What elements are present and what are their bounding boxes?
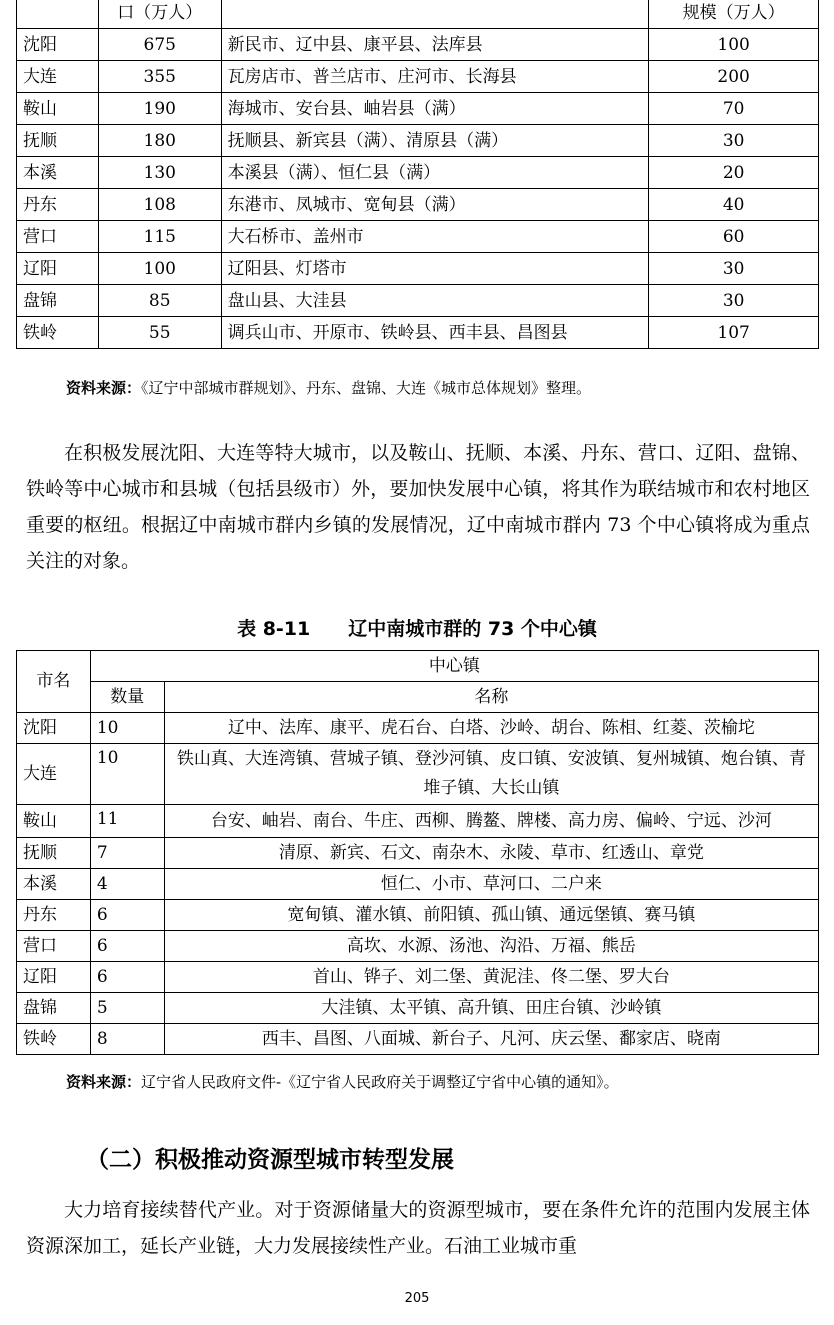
table-row: [17, 61, 819, 93]
table2-caption: 表 8-11 辽中南城市群的 73 个中心镇: [237, 618, 597, 640]
city-cell: [17, 0, 99, 29]
table-header-row: [17, 651, 819, 682]
city-cell: 鞍山: [17, 805, 91, 838]
table-row: [17, 317, 819, 349]
counties-cell: 本溪县（满）、恒仁县（满）: [221, 157, 649, 189]
counties-cell: 东港市、凤城市、宽甸县（满）: [221, 189, 649, 221]
population-cell: 55: [98, 317, 221, 349]
scale-cell: 规模（万人）: [649, 0, 819, 29]
city-cell: 盘锦: [17, 285, 99, 317]
count-cell: 11: [90, 805, 164, 838]
city-cell: 本溪: [17, 869, 91, 900]
town-names-cell: 辽中、法库、康平、虎石台、白塔、沙岭、胡台、陈相、红菱、茨榆坨: [164, 713, 818, 744]
counties-cell: 大石桥市、盖州市: [221, 221, 649, 253]
city-cell: 鞍山: [17, 93, 99, 125]
table-row: [17, 838, 819, 869]
population-cell: 115: [98, 221, 221, 253]
city-cell: 营口: [17, 221, 99, 253]
table-row: [17, 713, 819, 744]
table-row: [17, 189, 819, 221]
city-cell: 沈阳: [17, 713, 91, 744]
city-cell: 营口: [17, 931, 91, 962]
population-cell: 85: [98, 285, 221, 317]
table-header-row: [17, 0, 819, 29]
counties-cell: 辽阳县、灯塔市: [221, 253, 649, 285]
source-text: 《辽宁中部城市群规划》、丹东、盘锦、大连《城市总体规划》整理。: [141, 379, 592, 397]
population-cell: 675: [98, 29, 221, 61]
table-row: [17, 253, 819, 285]
scale-cell: 20: [649, 157, 819, 189]
city-cell: 抚顺: [17, 125, 99, 157]
table-row: [17, 93, 819, 125]
city-cell: 丹东: [17, 189, 99, 221]
table-row: [17, 805, 819, 838]
town-names-cell: 首山、铧子、刘二堡、黄泥洼、佟二堡、罗大台: [164, 962, 818, 993]
count-cell: 4: [90, 869, 164, 900]
count-cell: 8: [90, 1024, 164, 1055]
counties-cell: 瓦房店市、普兰店市、庄河市、长海县: [221, 61, 649, 93]
header-names: 名称: [164, 682, 818, 713]
source-label: 资料来源：: [66, 1073, 142, 1091]
section-heading: （二）积极推动资源型城市转型发展: [86, 1146, 454, 1173]
source-text: 辽宁省人民政府文件-《辽宁省人民政府关于调整辽宁省中心镇的通知》。: [141, 1073, 619, 1091]
city-cell: 沈阳: [17, 29, 99, 61]
population-cell: 108: [98, 189, 221, 221]
counties-cell: 盘山县、大洼县: [221, 285, 649, 317]
city-cell: 辽阳: [17, 962, 91, 993]
counties-cell: 海城市、安台县、岫岩县（满）: [221, 93, 649, 125]
count-cell: 6: [90, 931, 164, 962]
counties-cell: 抚顺县、新宾县（满）、清原县（满）: [221, 125, 649, 157]
scale-cell: 100: [649, 29, 819, 61]
table-row: [17, 900, 819, 931]
table-row: [17, 993, 819, 1024]
population-cell: 100: [98, 253, 221, 285]
table-row: [17, 125, 819, 157]
city-cell: 大连: [17, 61, 99, 93]
city-cell: 辽阳: [17, 253, 99, 285]
paragraph-resource-cities: 大力培育接续替代产业。对于资源储量大的资源型城市，要在条件允许的范围内发展主体资源深加工，延长产业链，大力发展接续性产业。石油工业城市重: [26, 1199, 810, 1257]
source-label: 资料来源：: [66, 379, 142, 397]
city-cell: 丹东: [17, 900, 91, 931]
city-scale-table-body: [17, 0, 819, 349]
table-subheader-row: [17, 682, 819, 713]
city-cell: 抚顺: [17, 838, 91, 869]
town-names-cell: 宽甸镇、灌水镇、前阳镇、孤山镇、通远堡镇、赛马镇: [164, 900, 818, 931]
town-names-cell: 恒仁、小市、草河口、二户来: [164, 869, 818, 900]
header-city-name: 市名: [17, 651, 91, 713]
central-towns-table-body: [17, 651, 819, 1055]
table-row: [17, 931, 819, 962]
town-names-cell: 西丰、昌图、八面城、新台子、凡河、庆云堡、鄱家店、晓南: [164, 1024, 818, 1055]
header-central-towns: 中心镇: [90, 651, 818, 682]
paragraph-central-towns: 在积极发展沈阳、大连等特大城市，以及鞍山、抚顺、本溪、丹东、营口、辽阳、盘锦、铁岭等中心城市和县城（包括县级市）外，要加快发展中心镇，将其作为联结城市和农村地区重要的枢纽。根据辽中南城市群内乡镇的发展情况，辽中南城市群内 73 个中心镇将成为重点关注的对象。: [26, 442, 810, 572]
header-count: 数量: [90, 682, 164, 713]
counties-cell: 调兵山市、开原市、铁岭县、西丰县、昌图县: [221, 317, 649, 349]
town-names-cell: 高坎、水源、汤池、沟沿、万福、熊岳: [164, 931, 818, 962]
table-row: [17, 869, 819, 900]
city-cell: 铁岭: [17, 1024, 91, 1055]
table-row: [17, 744, 819, 805]
table-row: [17, 29, 819, 61]
table-row: [17, 221, 819, 253]
page-number: 205: [404, 1291, 430, 1306]
town-names-cell: 大洼镇、太平镇、高升镇、田庄台镇、沙岭镇: [164, 993, 818, 1024]
population-cell: 130: [98, 157, 221, 189]
city-cell: 本溪: [17, 157, 99, 189]
count-cell: 5: [90, 993, 164, 1024]
table-row: [17, 1024, 819, 1055]
count-cell: 10: [90, 713, 164, 744]
population-cell: 口（万人）: [98, 0, 221, 29]
population-cell: 355: [98, 61, 221, 93]
count-cell: 7: [90, 838, 164, 869]
scale-cell: 40: [649, 189, 819, 221]
scale-cell: 107: [649, 317, 819, 349]
city-cell: 铁岭: [17, 317, 99, 349]
scale-cell: 30: [649, 125, 819, 157]
central-towns-table: [16, 650, 819, 1055]
table-row: [17, 962, 819, 993]
table-row: [17, 285, 819, 317]
count-cell: 10: [90, 744, 164, 805]
counties-cell: 新民市、辽中县、康平县、法库县: [221, 29, 649, 61]
count-cell: 6: [90, 900, 164, 931]
count-cell: 6: [90, 962, 164, 993]
city-cell: 大连: [17, 744, 91, 805]
town-names-cell: 清原、新宾、石文、南杂木、永陵、草市、红透山、章党: [164, 838, 818, 869]
town-names-cell: 铁山真、大连湾镇、营城子镇、登沙河镇、皮口镇、安波镇、复州城镇、炮台镇、青堆子镇、大长山镇: [164, 744, 818, 805]
counties-cell: [221, 0, 649, 29]
table2-source-note: [66, 1072, 619, 1092]
city-cell: 盘锦: [17, 993, 91, 1024]
scale-cell: 30: [649, 253, 819, 285]
table1-source-note: [66, 378, 591, 398]
scale-cell: 30: [649, 285, 819, 317]
population-cell: 180: [98, 125, 221, 157]
town-names-cell: 台安、岫岩、南台、牛庄、西柳、腾鳌、牌楼、高力房、偏岭、宁远、沙河: [164, 805, 818, 838]
scale-cell: 200: [649, 61, 819, 93]
population-cell: 190: [98, 93, 221, 125]
scale-cell: 70: [649, 93, 819, 125]
table-row: [17, 157, 819, 189]
city-scale-table: [16, 0, 819, 349]
scale-cell: 60: [649, 221, 819, 253]
